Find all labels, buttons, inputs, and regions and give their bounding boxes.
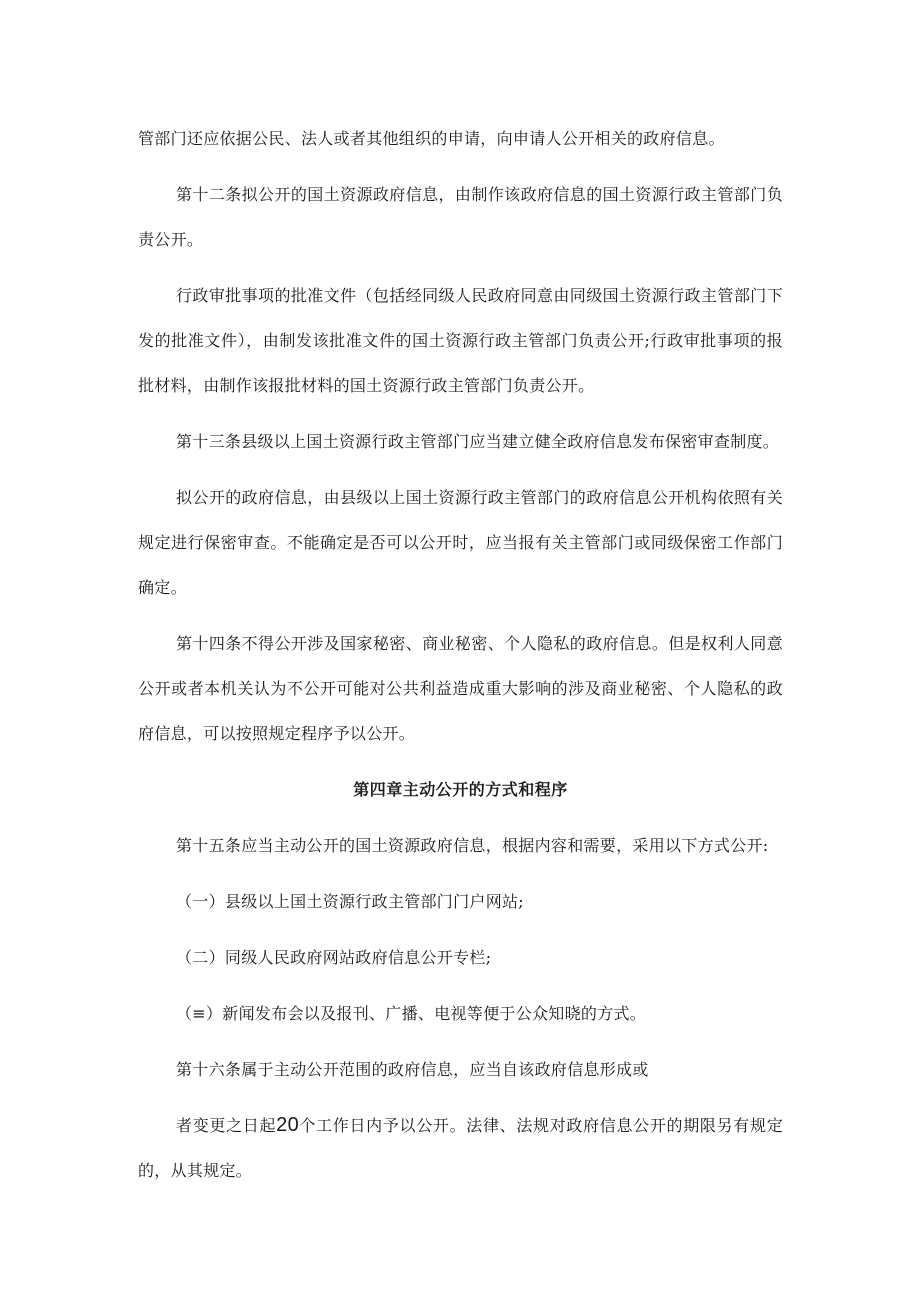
article-16: 第十六条属于主动公开范围的政府信息，应当自该政府信息形成或 — [176, 1060, 649, 1079]
article-16-continuation — [138, 1103, 783, 1193]
list-item-1: （一）县级以上国土资源行政主管部门门户网站; — [176, 892, 524, 911]
article-12: 第十二条拟公开的国土资源政府信息，由制作该政府信息的国土资源行政主管部门负责公开。 — [138, 185, 783, 249]
list-item-3: （≡）新闻发布会以及报刊、广播、电视等便于公众知晓的方式。 — [176, 1004, 647, 1023]
article-16-text-after: 个工作日内予以公开。法律、法规对政府信息公开的期限另有规定的，从其规定。 — [138, 1116, 783, 1180]
article-13: 第十三条县级以上国土资源行政主管部门应当建立健全政府信息发布保密审查制度。 — [176, 432, 780, 451]
chapter-title: 第四章主动公开的方式和程序 — [353, 780, 568, 799]
article-13-confidentiality-review: 拟公开的政府信息，由县级以上国土资源行政主管部门的政府信息公开机构依照有关规定进行保密审查。不能确定是否可以公开时，应当报有关主管部门或同级保密工作部门确定。 — [138, 488, 783, 597]
document-body — [138, 116, 783, 1204]
list-item-2: （二）同级人民政府网站政府信息公开专栏; — [176, 948, 492, 967]
article-16-text-before: 者变更之日起 — [176, 1116, 277, 1135]
article-15: 第十五条应当主动公开的国土资源政府信息，根据内容和需要，采用以下方式公开: — [176, 836, 769, 855]
article-12-approval-documents: 行政审批事项的批准文件（包括经同级人民政府同意由同级国土资源行政主管部门下发的批准文件），由制发该批准文件的国土资源行政主管部门负责公开;行政审批事项的报批材料，由制作该报批材料的国土资源行政主管部门负责公开。 — [138, 286, 783, 395]
article-14: 第十四条不得公开涉及国家秘密、商业秘密、个人隐私的政府信息。但是权利人同意公开或者本机关认为不公开可能对公共利益造成重大影响的涉及商业秘密、个人隐私的政府信息，可以按照规定程序予以公开。 — [138, 634, 783, 743]
working-days-number: 20 — [276, 1114, 299, 1136]
paragraph-continuation: 管部门还应依据公民、法人或者其他组织的申请，向申请人公开相关的政府信息。 — [138, 129, 725, 148]
